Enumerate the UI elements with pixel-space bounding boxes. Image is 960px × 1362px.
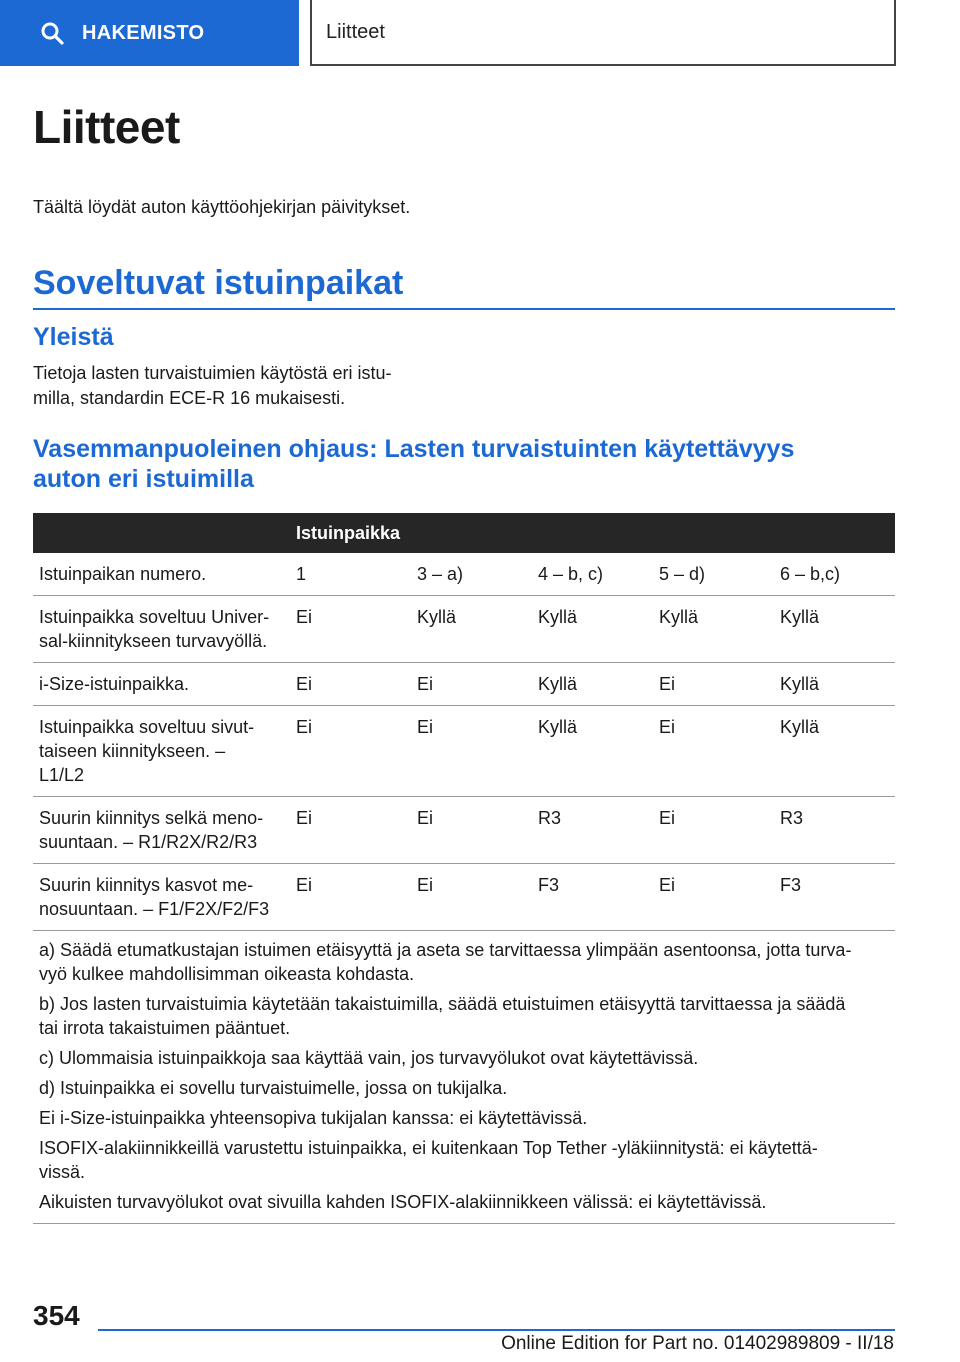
row-label [33, 596, 290, 662]
table-notes [33, 931, 895, 1224]
table-heading-line: auton eri istuimilla [33, 465, 254, 493]
section-divider [33, 308, 895, 310]
table-cell: Kyllä [538, 674, 578, 694]
page-number: 354 [33, 1300, 80, 1331]
row-label [33, 553, 290, 595]
table-cell: Ei [659, 875, 676, 895]
search-icon [40, 21, 64, 45]
index-button[interactable] [0, 0, 299, 66]
footnote-line: vissä. [39, 1162, 86, 1182]
table-cell: Kyllä [538, 717, 578, 737]
row-label-line: L1/L2 [39, 765, 85, 785]
footnote [39, 1136, 889, 1184]
row-label-line: sal-kiinnitykseen turvavyöllä. [39, 631, 268, 651]
row-label-line: i-Size-istuinpaikka. [39, 674, 190, 694]
subsection-title: Yleistä [33, 323, 114, 351]
intro-text: Täältä löydät auton käyttöohjekirjan päivitykset. [33, 197, 411, 217]
row-label [33, 706, 290, 796]
edition-text: Online Edition for Part no. 01402989809 - II/18 [501, 1333, 894, 1354]
table-cell: Ei [296, 808, 313, 828]
row-label [33, 797, 290, 863]
table-cell: R3 [538, 808, 562, 828]
footnote-line: tai irrota takaistuimen pääntuet. [39, 1018, 291, 1038]
table-row [33, 864, 895, 931]
table-cell: 6 – b,c) [780, 564, 841, 584]
table-cell: 3 – a) [417, 564, 464, 584]
paragraph-line: Tietoja lasten turvaistuimien käytöstä eri istu- [33, 363, 392, 383]
footnote [39, 1046, 889, 1070]
footnote-line: c) Ulommaisia istuinpaikkoja saa käyttää vain, jos turvavyölukot ovat käytettävissä. [39, 1048, 699, 1068]
table-heading-line: Vasemmanpuoleinen ohjaus: Lasten turvaistuinten käytettävyys [33, 435, 795, 463]
footnote-line: ISOFIX-alakiinnikkeillä varustettu istuinpaikka, ei kuitenkaan Top Tether -yläkiinnitystä: ei käytettä- [39, 1138, 818, 1158]
table-cell: Ei [659, 808, 676, 828]
table-cell: 1 [296, 564, 307, 584]
table-cell: Ei [296, 717, 313, 737]
table-heading [33, 434, 863, 494]
table-cell: Ei [659, 674, 676, 694]
table-cell: Kyllä [780, 717, 820, 737]
table-cell: Ei [296, 607, 313, 627]
row-label-line: nosuuntaan. – F1/F2X/F2/F3 [39, 899, 270, 919]
table-caption: Istuinpaikka [296, 523, 401, 543]
table-cell: Ei [659, 717, 676, 737]
footnote [39, 1076, 889, 1100]
row-label-line: suuntaan. – R1/R2X/R2/R3 [39, 832, 258, 852]
table-cell: Kyllä [780, 674, 820, 694]
table-cell: 4 – b, c) [538, 564, 604, 584]
table-cell: F3 [538, 875, 560, 895]
section-title: Soveltuvat istuinpaikat [33, 264, 404, 302]
table-row [33, 797, 895, 864]
footnote [39, 1190, 889, 1214]
footnote [39, 992, 889, 1040]
row-label [33, 864, 290, 930]
table-cell: Kyllä [538, 607, 578, 627]
table-cell: Ei [296, 674, 313, 694]
row-label-line: Suurin kiinnitys kasvot me- [39, 875, 254, 895]
row-label-line: taiseen kiinnitykseen. – [39, 741, 226, 761]
row-label-line: Istuinpaikan numero. [39, 564, 207, 584]
table-row [33, 553, 895, 596]
footnote-line: Aikuisten turvavyölukot ovat sivuilla kahden ISOFIX-alakiinnikkeen välissä: ei käytettävissä. [39, 1192, 767, 1212]
footnote-line: d) Istuinpaikka ei sovellu turvaistuimelle, jossa on tukijalka. [39, 1078, 508, 1098]
table-cell: Ei [296, 875, 313, 895]
footnote [39, 938, 889, 986]
table-body [33, 553, 895, 931]
row-label [33, 663, 290, 705]
footnote [39, 1106, 889, 1130]
seat-table [33, 513, 895, 1224]
table-cell: Kyllä [659, 607, 699, 627]
table-cell: Ei [417, 674, 434, 694]
page-title: Liitteet [33, 101, 180, 153]
table-row [33, 663, 895, 706]
row-label-line: Istuinpaikka soveltuu sivut- [39, 717, 255, 737]
general-paragraph [33, 361, 433, 411]
table-row [33, 596, 895, 663]
footnote-line: b) Jos lasten turvaistuimia käytetään takaistuimilla, säädä etuistuimen etäisyyttä tarvittaessa ja säädä [39, 994, 846, 1014]
table-cell: 5 – d) [659, 564, 706, 584]
table-cell: Ei [417, 717, 434, 737]
index-button-label: HAKEMISTO [82, 21, 205, 44]
row-label-line: Istuinpaikka soveltuu Univer- [39, 607, 270, 627]
table-cell: F3 [780, 875, 802, 895]
table-cell: Ei [417, 808, 434, 828]
table-header [33, 513, 895, 553]
breadcrumb[interactable]: Liitteet [310, 0, 896, 66]
footer-divider [98, 1329, 895, 1331]
table-cell: Kyllä [780, 607, 820, 627]
table-cell: Ei [417, 875, 434, 895]
table-row [33, 706, 895, 797]
footnote-line: a) Säädä etumatkustajan istuimen etäisyyttä ja aseta se tarvittaessa ylimpään asentoonsa, jotta turva- [39, 940, 852, 960]
table-cell: R3 [780, 808, 804, 828]
row-label-line: Suurin kiinnitys selkä meno- [39, 808, 264, 828]
table-cell: Kyllä [417, 607, 457, 627]
paragraph-line: milla, standardin ECE-R 16 mukaisesti. [33, 388, 346, 408]
top-bar [0, 0, 960, 66]
footnote-line: Ei i-Size-istuinpaikka yhteensopiva tukijalan kanssa: ei käytettävissä. [39, 1108, 588, 1128]
footnote-line: vyö kulkee mahdollisimman oikeasta kohdasta. [39, 964, 415, 984]
